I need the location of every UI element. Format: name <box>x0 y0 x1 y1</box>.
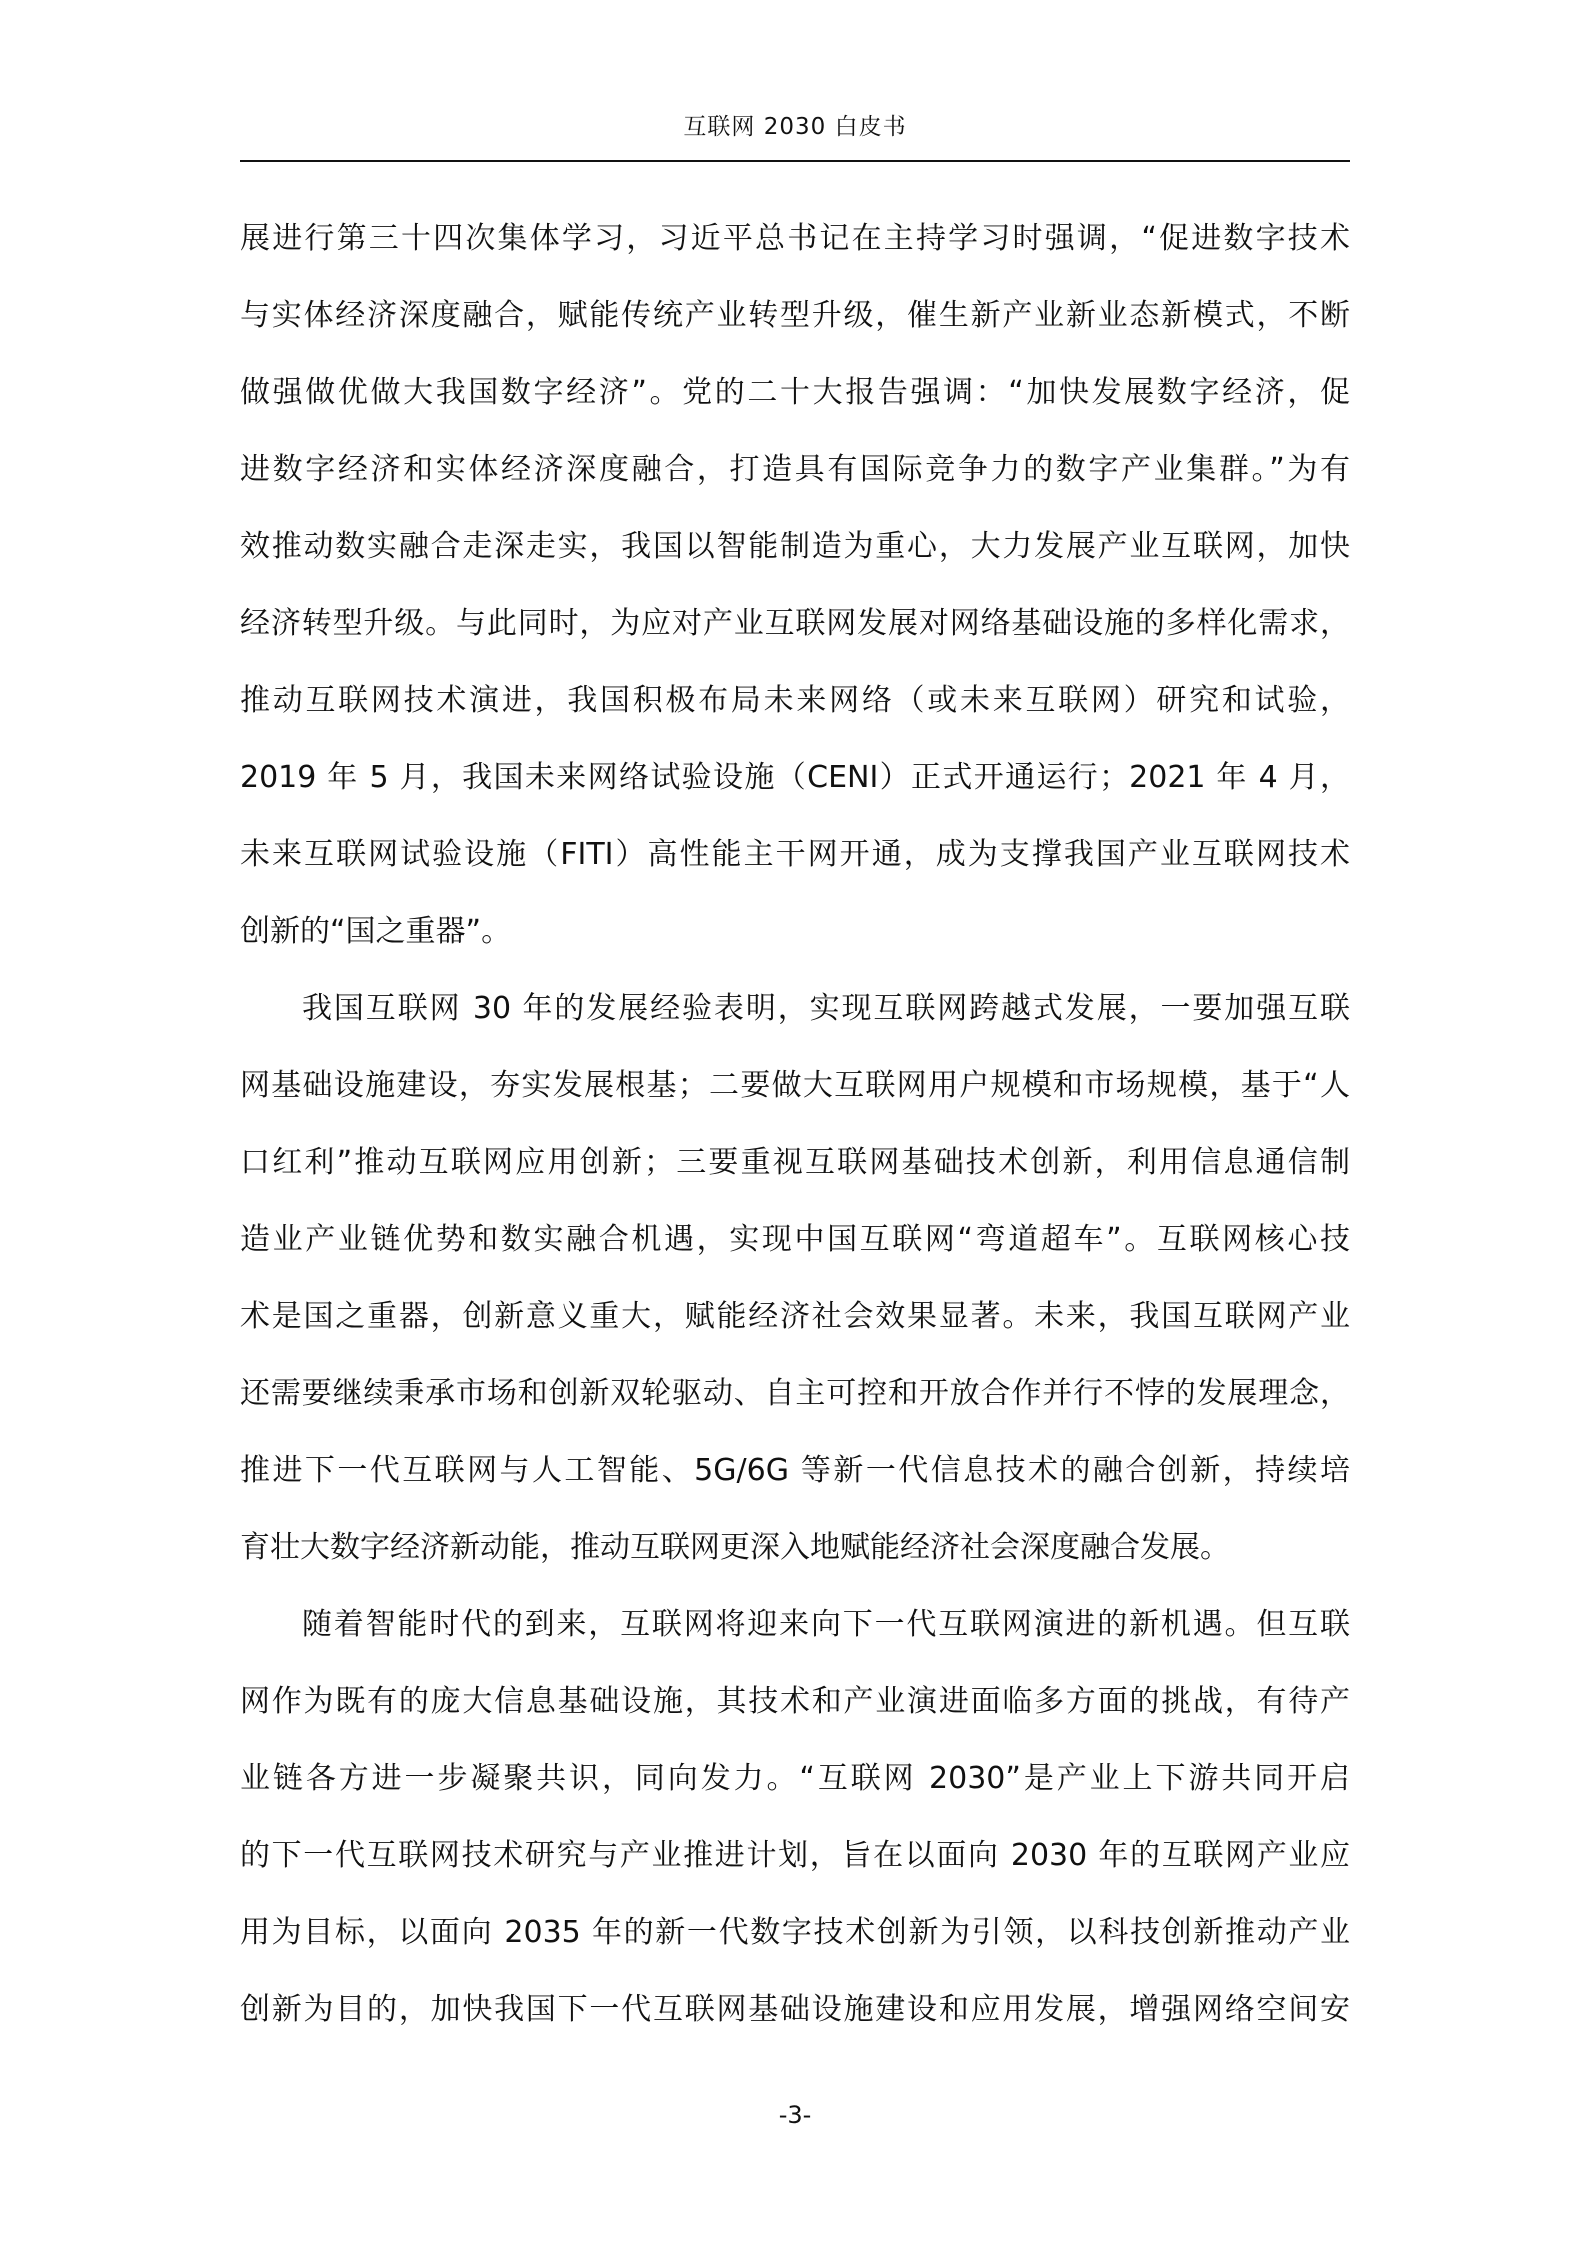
text-line: 做强做优做大我国数字经济”。党的二十大报告强调：“加快发展数字经济，促 <box>240 375 1350 410</box>
text-line: 用为目标，以面向 2035 年的新一代数字技术创新为引领，以科技创新推动产业 <box>240 1915 1350 1950</box>
text-line: 未来互联网试验设施（FITI）高性能主干网开通，成为支撑我国产业互联网技术 <box>240 837 1350 872</box>
text-line: 的下一代互联网技术研究与产业推进计划，旨在以面向 2030 年的互联网产业应 <box>240 1838 1350 1873</box>
text-line: 推进下一代互联网与人工智能、5G/6G 等新一代信息技术的融合创新，持续培 <box>240 1453 1350 1488</box>
text-line: 口红利”推动互联网应用创新；三要重视互联网基础技术创新，利用信息通信制 <box>240 1145 1350 1180</box>
text-line: 我国互联网 30 年的发展经验表明，实现互联网跨越式发展，一要加强互联 <box>302 991 1350 1026</box>
text-line: 业链各方进一步凝聚共识，同向发力。“互联网 2030”是产业上下游共同开启 <box>240 1761 1350 1796</box>
page-header-title: 互联网 2030 白皮书 <box>683 114 907 140</box>
text-line: 还需要继续秉承市场和创新双轮驱动、自主可控和开放合作并行不悖的发展理念， <box>240 1376 1350 1411</box>
text-line: 网基础设施建设，夯实发展根基；二要做大互联网用户规模和市场规模，基于“人 <box>240 1068 1350 1103</box>
text-line: 创新为目的，加快我国下一代互联网基础设施建设和应用发展，增强网络空间安 <box>240 1992 1350 2027</box>
paragraph-1 <box>240 208 1350 978</box>
text-line: 效推动数实融合走深走实，我国以智能制造为重心，大力发展产业互联网，加快 <box>240 529 1350 564</box>
text-line: 网作为既有的庞大信息基础设施，其技术和产业演进面临多方面的挑战，有待产 <box>240 1684 1350 1719</box>
text-line: 随着智能时代的到来，互联网将迎来向下一代互联网演进的新机遇。但互联 <box>302 1607 1350 1642</box>
paragraph-2 <box>240 978 1350 1594</box>
header-divider <box>240 160 1350 162</box>
text-line: 进数字经济和实体经济深度融合，打造具有国际竞争力的数字产业集群。”为有 <box>240 452 1350 487</box>
text-line: 2019 年 5 月，我国未来网络试验设施（CENI）正式开通运行；2021 年 4 月， <box>240 760 1350 795</box>
text-line: 与实体经济深度融合，赋能传统产业转型升级，催生新产业新业态新模式，不断 <box>240 298 1350 333</box>
text-line: 育壮大数字经济新动能，推动互联网更深入地赋能经济社会深度融合发展。 <box>240 1530 1230 1565</box>
paragraph-3 <box>240 1594 1350 2056</box>
text-line: 术是国之重器，创新意义重大，赋能经济社会效果显著。未来，我国互联网产业 <box>240 1299 1350 1334</box>
text-line: 展进行第三十四次集体学习，习近平总书记在主持学习时强调，“促进数字技术 <box>240 221 1350 256</box>
page-number: -3- <box>778 2101 812 2129</box>
text-line: 创新的“国之重器”。 <box>240 914 512 949</box>
text-line: 推动互联网技术演进，我国积极布局未来网络（或未来互联网）研究和试验， <box>240 683 1350 718</box>
text-line: 造业产业链优势和数实融合机遇，实现中国互联网“弯道超车”。互联网核心技 <box>240 1222 1350 1257</box>
text-line: 经济转型升级。与此同时，为应对产业互联网发展对网络基础设施的多样化需求， <box>240 606 1350 641</box>
body-text <box>240 208 1350 2056</box>
